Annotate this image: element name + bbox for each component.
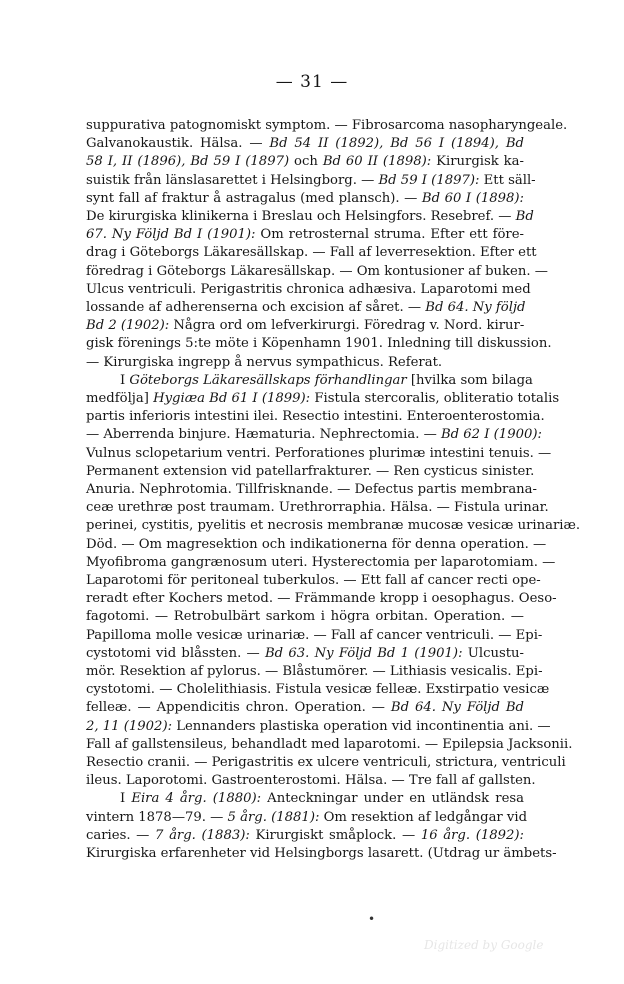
- text-segment: fagotomi. — Retrobulbärt sarkom i högra orbitan. Operation. —: [86, 609, 524, 625]
- text-segment: mör. Resektion af pylorus. — Blåstumörer. — Lithiasis vesicalis. Epi-: [86, 664, 543, 679]
- text-segment: drag i Göteborgs Läkaresällskap. — Fall af leverresektion. Efter ett: [86, 245, 537, 261]
- text-segment: medfölja]: [86, 391, 154, 406]
- text-line: [86, 172, 536, 190]
- text-segment: Fall af gallstensileus, behandladt med laparotomi. — Epilepsia Jacksonii.: [86, 736, 573, 752]
- text-segment: suistik från länslasarettet i Helsingborg. —: [86, 172, 379, 188]
- digitization-watermark: Digitized by Google: [424, 938, 544, 952]
- citation-italic: 2, 11 (1902):: [86, 718, 173, 734]
- text-line: [86, 299, 524, 317]
- text-segment: I: [120, 372, 130, 388]
- text-line: [86, 845, 557, 863]
- citation-italic: Hygiæa Bd 61 I (1899):: [153, 391, 311, 406]
- text-segment: caries. —: [86, 827, 156, 843]
- text-segment: Galvanokaustik. Hälsa. —: [86, 136, 270, 152]
- text-segment: Vulnus sclopetarium ventri. Perforationes plurimæ intestini tenuis. —: [86, 445, 552, 461]
- text-segment: Anteckningar under en utländsk resa: [261, 791, 524, 807]
- text-line: [86, 226, 524, 244]
- text-segment: föredrag i Göteborgs Läkaresällskap. — Om kontusioner af buken. —: [86, 263, 548, 279]
- text-line: [86, 517, 581, 535]
- text-segment: Om resektion af ledgångar vid: [319, 809, 528, 825]
- text-segment: suppurativa patognomiskt symptom. — Fibrosarcoma nasopharyngeale.: [86, 118, 568, 133]
- text-line: [86, 317, 524, 335]
- text-segment: perinei, cystitis, pyelitis et necrosis membranæ mucosæ vesicæ urinariæ.: [86, 518, 581, 534]
- text-segment: Kirurgiska erfarenheter vid Helsingborgs lasarett. (Utdrag ur ämbets-: [86, 846, 557, 861]
- citation-italic: Eira 4 årg. (1880):: [131, 791, 262, 807]
- citation-italic: Bd: [515, 209, 534, 224]
- text-segment: [hvilka som bilaga: [406, 372, 533, 388]
- text-segment: Permanent extension vid patellarfrakturer. — Ren cysticus sinister.: [86, 463, 535, 479]
- citation-italic: 16 årg. (1892):: [420, 827, 524, 843]
- text-line: [86, 117, 568, 135]
- text-line: [86, 536, 547, 554]
- citation-italic: Bd 64. Ny Följd Bd: [390, 700, 524, 716]
- text-line: [86, 153, 524, 171]
- text-line: [86, 135, 524, 153]
- text-line: [86, 281, 531, 299]
- page-number: — 31 —: [275, 72, 349, 92]
- text-line: [86, 190, 524, 208]
- text-line: [86, 463, 535, 481]
- text-segment: ileus. Laporotomi. Gastroenterostomi. Hälsa. — Tre fall af gallsten.: [86, 773, 536, 789]
- text-line: [120, 372, 533, 390]
- citation-italic: Bd 59 I (1897):: [378, 172, 480, 188]
- text-line: [86, 718, 551, 736]
- text-segment: Några ord om lefverkirurgi. Föredrag v. Nord. kirur-: [169, 318, 525, 334]
- text-segment: Om retrosternal struma. Efter ett före-: [255, 227, 524, 243]
- text-segment: Ulcustu-: [462, 645, 524, 661]
- text-segment: cystotomi. — Cholelithiasis. Fistula vesicæ felleæ. Exstirpatio vesicæ: [86, 682, 550, 698]
- text-line: [86, 736, 573, 754]
- text-segment: Resectio cranii. — Perigastritis ex ulcere ventriculi, strictura, ventriculi: [86, 755, 566, 770]
- text-line: [86, 208, 534, 226]
- text-segment: vintern 1878—79. —: [86, 809, 228, 825]
- text-line: [86, 809, 528, 827]
- citation-italic: 58 I, II (1896), Bd 59 I (1897): [86, 154, 290, 170]
- text-line: [86, 608, 524, 626]
- text-line: [86, 681, 550, 699]
- citation-italic: 5 årg. (1881):: [227, 809, 320, 825]
- text-segment: ceæ urethræ post traumam. Urethrorraphia. Hälsa. — Fistula urinar.: [86, 500, 549, 516]
- text-segment: Kirurgisk ka-: [431, 154, 524, 170]
- text-segment: De kirurgiska klinikerna i Breslau och Helsingfors. Resebref. —: [86, 209, 516, 224]
- text-line: [86, 263, 548, 281]
- text-segment: gisk förenings 5:te möte i Köpenhamn 1901. Inledning till diskussion.: [86, 336, 552, 352]
- text-line: [86, 244, 537, 262]
- citation-italic: Bd 60 II (1898):: [322, 154, 432, 170]
- text-line: [86, 827, 524, 845]
- citation-italic: Göteborgs Läkaresällskaps förhandlingar: [129, 372, 407, 388]
- text-line: [86, 390, 560, 408]
- text-line: [86, 772, 536, 790]
- text-line: [86, 554, 556, 572]
- text-line: [86, 627, 543, 645]
- text-segment: Myofibroma gangrænosum uteri. Hysterectomia per laparotomiam. —: [86, 554, 556, 570]
- text-segment: Ett säll-: [479, 172, 536, 188]
- text-segment: cystotomi vid blåssten. —: [86, 645, 265, 661]
- text-line: [86, 645, 524, 663]
- text-segment: Papilloma molle vesicæ urinariæ. — Fall af cancer ventriculi. — Epi-: [86, 627, 543, 643]
- text-line: [86, 499, 549, 517]
- text-line: [86, 699, 524, 717]
- text-line: [86, 408, 545, 426]
- text-segment: synt fall af fraktur å astragalus (med plansch). —: [86, 190, 422, 206]
- text-line: [86, 663, 543, 681]
- citation-italic: Bd 62 I (1900):: [440, 427, 542, 443]
- citation-italic: 67. Ny Följd Bd I (1901):: [86, 227, 256, 243]
- text-segment: reradt efter Kochers metod. — Främmande kropp i oesophagus. Oeso-: [86, 591, 557, 607]
- text-segment: Kirurgiskt småplock. —: [249, 827, 421, 843]
- text-segment: — Aberrenda binjure. Hæmaturia. Nephrectomia. —: [86, 427, 441, 443]
- text-segment: partis inferioris intestini ilei. Resectio intestini. Enteroenterostomia.: [86, 409, 545, 425]
- text-segment: lossande af adherenserna och excision af såret. —: [86, 300, 426, 315]
- text-segment: Ulcus ventriculi. Perigastritis chronica adhæsiva. Laparotomi med: [86, 281, 531, 297]
- text-segment: — Kirurgiska ingrepp å nervus sympathicus. Referat.: [86, 354, 443, 370]
- citation-italic: Bd 64. Ny följd: [425, 300, 526, 315]
- signature-mark: •: [368, 912, 376, 926]
- text-segment: och: [289, 154, 323, 170]
- text-line: [120, 790, 524, 808]
- citation-italic: Bd 2 (1902):: [86, 318, 170, 334]
- text-segment: Fistula stercoralis, obliteratio totalis: [310, 391, 560, 406]
- text-line: [86, 445, 552, 463]
- text-segment: Anuria. Nephrotomia. Tillfrisknande. — Defectus partis membrana-: [86, 482, 537, 497]
- text-segment: I: [120, 791, 132, 807]
- citation-italic: Bd 60 I (1898):: [421, 190, 524, 206]
- text-line: [86, 335, 552, 353]
- text-segment: felleæ. — Appendicitis chron. Operation. —: [86, 700, 391, 716]
- text-segment: Lennanders plastiska operation vid incontinentia ani. —: [172, 718, 551, 734]
- text-line: [86, 590, 557, 608]
- text-segment: Laparotomi för peritoneal tuberkulos. — Ett fall af cancer recti ope-: [86, 573, 541, 588]
- citation-italic: Bd 63. Ny Följd Bd 1 (1901):: [264, 645, 463, 661]
- text-segment: Död. — Om magresektion och indikationerna för denna operation. —: [86, 536, 547, 552]
- text-line: [86, 354, 524, 372]
- citation-italic: Bd 54 II (1892), Bd 56 I (1894), Bd: [269, 136, 524, 152]
- text-line: [86, 572, 541, 590]
- text-line: [86, 481, 537, 499]
- citation-italic: 7 årg. (1883):: [155, 827, 250, 843]
- text-line: [86, 754, 566, 772]
- text-line: [86, 426, 542, 444]
